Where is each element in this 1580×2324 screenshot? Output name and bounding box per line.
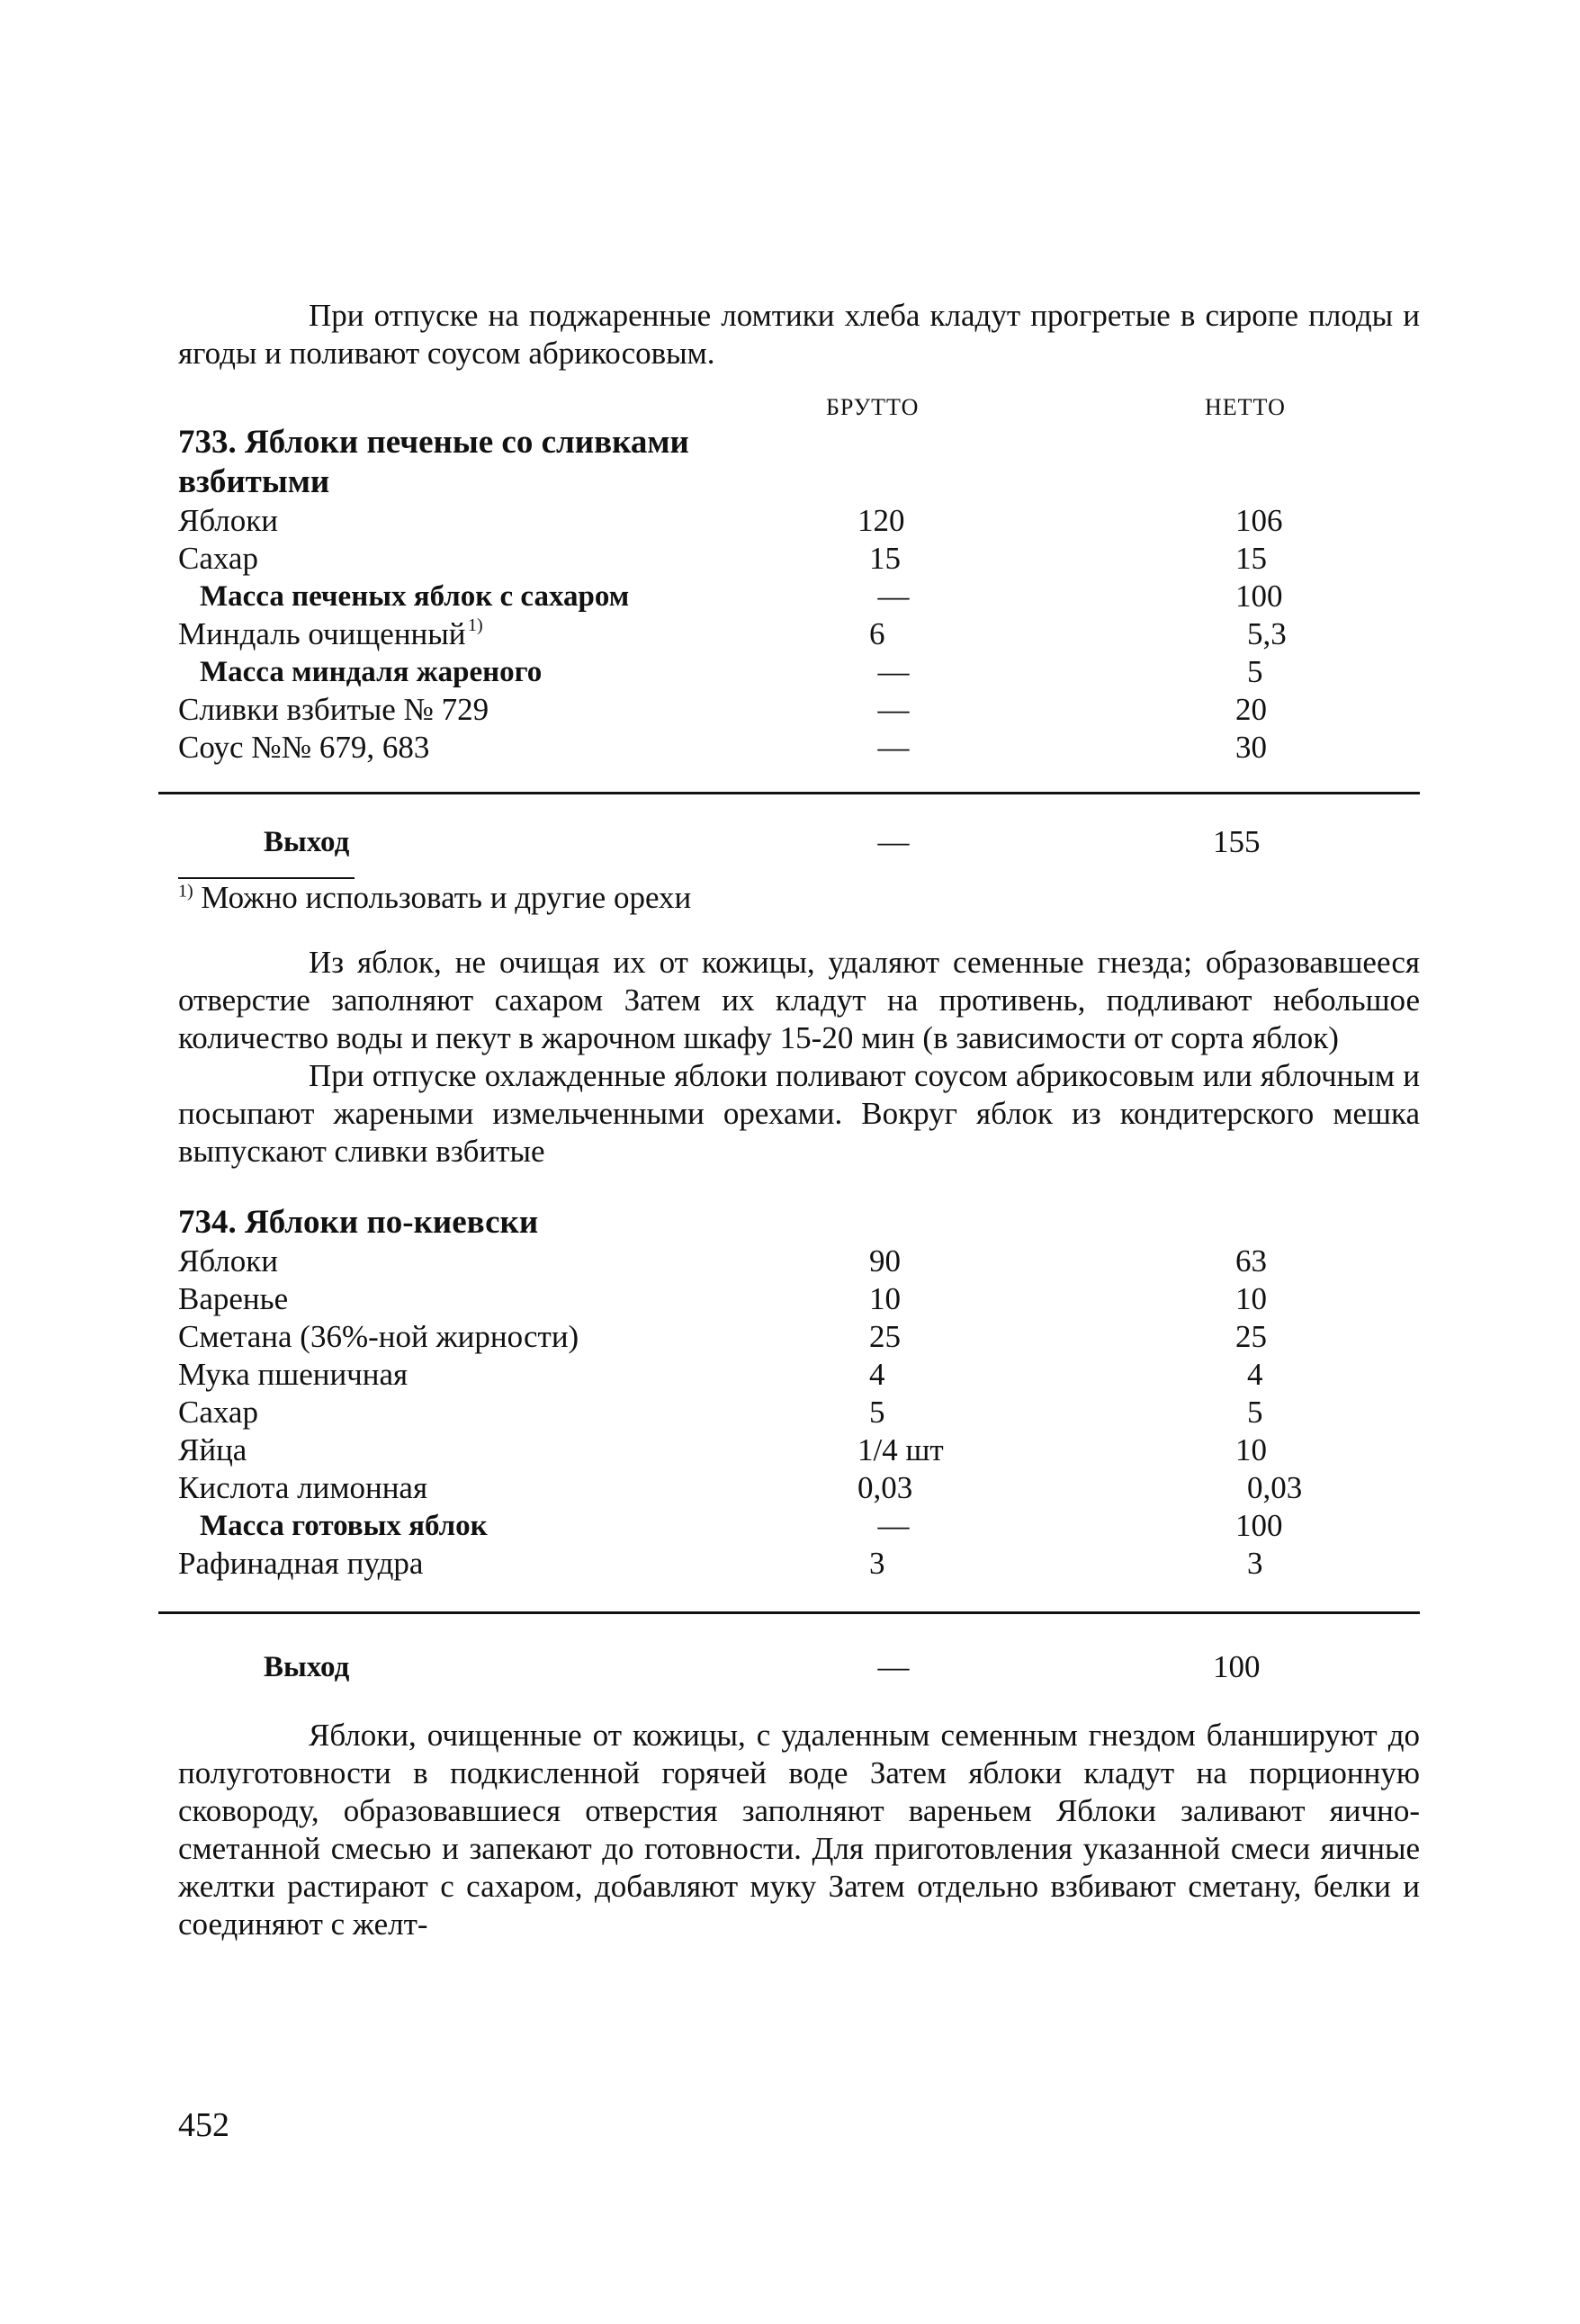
ingredient-name: Масса печеных яблок с сахаром (200, 580, 630, 613)
ingredient-brutto: — (877, 579, 910, 614)
ingredient-row (178, 540, 1420, 578)
ingredient-brutto: 1/4 шт (857, 1432, 944, 1467)
recipe-734-ingredients (178, 1243, 1420, 1583)
ingredient-row (178, 1394, 1420, 1431)
ingredient-brutto: 90 (869, 1243, 901, 1279)
yield-netto: 100 (1213, 1649, 1261, 1684)
ingredient-row (178, 578, 1420, 615)
ingredient-netto: 5 (1247, 1395, 1263, 1430)
ingredient-brutto: 25 (869, 1319, 901, 1354)
footnote: $^{1)}$ Можно использовать и другие орехи (178, 880, 692, 915)
column-header-netto: НЕТТО (1205, 394, 1286, 420)
ingredient-brutto: 6 (869, 616, 885, 651)
recipe-733-ingredients (178, 502, 1420, 767)
ingredient-netto: 25 (1235, 1319, 1267, 1354)
ingredient-netto: 106 (1235, 503, 1283, 538)
ingredient-netto: 0,03 (1247, 1470, 1303, 1505)
intro-paragraph: При отпуске на поджаренные ломтики хлеба кладут прогретые в сиропе плоды и ягоды и поливают соусом абрикосовым. (178, 298, 1420, 371)
footnote-mark: 1) (468, 615, 483, 635)
ingredient-row (178, 1507, 1420, 1545)
ingredient-brutto: 5 (869, 1395, 885, 1430)
ingredient-brutto: 15 (869, 541, 901, 576)
ingredient-netto: 5,3 (1247, 616, 1287, 651)
ingredient-name: Варенье (178, 1281, 289, 1316)
ingredient-netto: 10 (1235, 1281, 1267, 1316)
ingredient-name: Сметана (36%-ной жирности) (178, 1319, 579, 1354)
ingredient-name: Сахар (178, 541, 258, 576)
ingredient-name: Мука пшеничная (178, 1357, 408, 1392)
ingredient-name: Яблоки (178, 503, 278, 538)
ingredient-netto: 30 (1235, 730, 1267, 765)
ingredient-brutto: 10 (869, 1281, 901, 1316)
ingredient-row (178, 1356, 1420, 1394)
recipe-734-title: 734. Яблоки по-киевски (178, 1204, 539, 1241)
ingredient-row (178, 1243, 1420, 1280)
ingredient-brutto: 3 (869, 1546, 885, 1581)
yield-brutto: — (877, 1649, 910, 1684)
page-number: 452 (178, 2106, 229, 2144)
column-header-brutto: БРУТТО (826, 394, 920, 420)
yield-netto: 155 (1213, 824, 1261, 859)
ingredient-name: Миндаль очищенный (178, 616, 466, 651)
ingredient-name: Рафинадная пудра (178, 1546, 424, 1581)
ingredient-name: Кислота лимонная (178, 1470, 428, 1505)
ingredient-brutto: — (877, 654, 910, 689)
ingredient-row (178, 502, 1420, 540)
ingredient-row (178, 653, 1420, 691)
ingredient-netto: 5 (1247, 654, 1263, 689)
ingredient-brutto: — (877, 730, 910, 765)
ingredient-row (178, 1280, 1420, 1318)
yield-brutto: — (877, 824, 910, 859)
recipe-734-method: Яблоки, очищенные от кожицы, с удаленным семенным гнездом бланшируют до полуготовности в подкисленной горячей воде Затем яблоки кладут на порционную сковороду, образовавшиеся отверстия заполняют вареньем Яблоки заливают яично-сметанной смесью и запекают до готовности. Для приготовления указанной смеси яичные желтки растирают с сахаром, добавляют муку Затем отдельно взбивают сметану, белки и соединяют с желт- (178, 1718, 1420, 1942)
ingredient-name: Яйца (178, 1432, 247, 1467)
recipe-733-method-2: При отпуске охлажденные яблоки поливают соусом абрикосовым или яблочным и посыпают жареными измельченными орехами. Вокруг яблок из кондитерского мешка выпускают сливки взбитые (178, 1058, 1420, 1169)
ingredient-netto: 63 (1235, 1243, 1267, 1279)
recipe-734-yield (178, 1645, 1420, 1690)
page-content (178, 297, 1420, 1943)
ingredient-row (178, 1318, 1420, 1356)
ingredient-netto: 4 (1247, 1357, 1263, 1392)
ingredient-netto: 20 (1235, 692, 1267, 727)
ingredient-netto: 100 (1235, 1508, 1283, 1543)
ingredient-brutto: — (877, 692, 910, 727)
ingredient-row (178, 1545, 1420, 1583)
ingredient-row (178, 1469, 1420, 1507)
ingredient-netto: 3 (1247, 1546, 1263, 1581)
ingredient-name: Масса готовых яблок (200, 1510, 488, 1542)
ingredient-name: Соус №№ 679, 683 (178, 730, 430, 765)
ingredient-brutto: 4 (869, 1357, 885, 1392)
ingredient-name: Сливки взбитые № 729 (178, 692, 489, 727)
ingredient-brutto: 0,03 (857, 1470, 913, 1505)
ingredient-name: Масса миндаля жареного (200, 656, 543, 688)
ingredient-row (178, 729, 1420, 767)
recipe-733-yield (178, 820, 1420, 865)
ingredient-name: Яблоки (178, 1243, 278, 1279)
ingredient-name: Сахар (178, 1395, 258, 1430)
ingredient-netto: 10 (1235, 1432, 1267, 1467)
column-headers (178, 387, 1420, 423)
yield-label: Выход (264, 1651, 350, 1683)
ingredient-netto: 15 (1235, 541, 1267, 576)
ingredient-netto: 100 (1235, 579, 1283, 614)
ingredient-brutto: — (877, 1508, 910, 1543)
ingredient-row (178, 691, 1420, 729)
yield-label: Выход (264, 826, 350, 858)
ingredient-row (178, 1431, 1420, 1469)
recipe-733-title: 733. Яблоки печеные со сливками взбитыми (178, 424, 689, 500)
ingredient-brutto: 120 (857, 503, 905, 538)
recipe-733-method-1: Из яблок, не очищая их от кожицы, удаляют семенные гнезда; образовавшееся отверстие заполняют сахаром Затем их кладут на противень, подливают небольшое количество воды и пекут в жарочном шкафу 15-20 мин (в зависимости от сорта яблок) (178, 945, 1420, 1055)
ingredient-row (178, 615, 1420, 653)
